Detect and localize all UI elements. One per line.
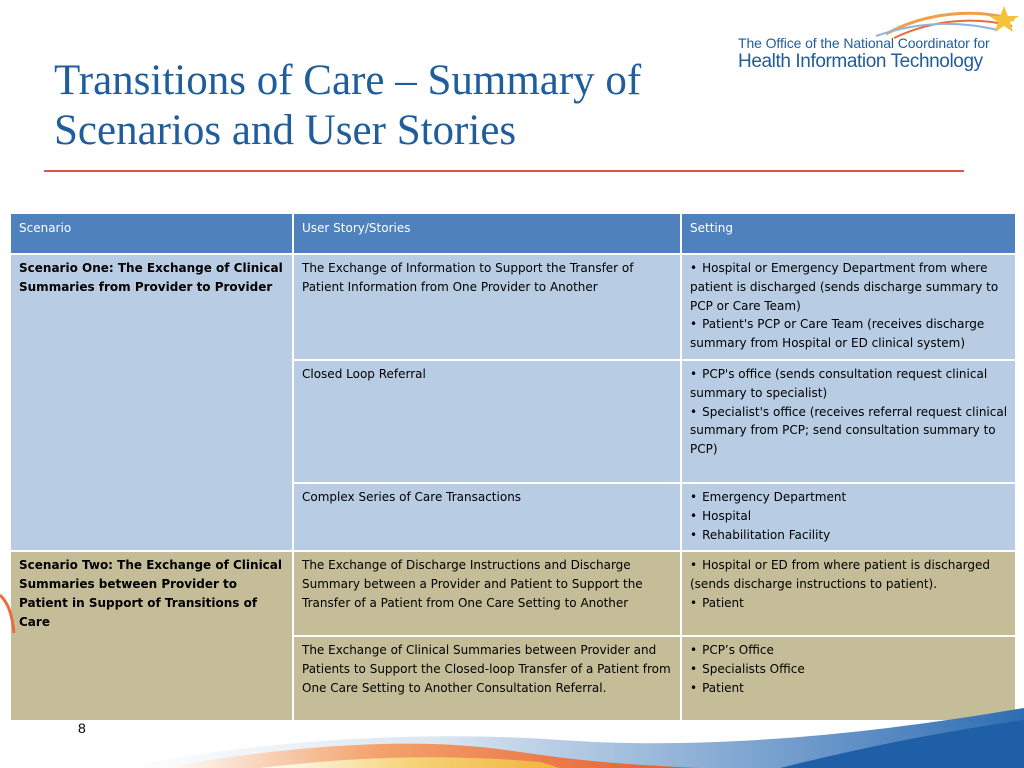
setting-text: Hospital or Emergency Department from where patient is discharged (sends discharge summary to PCP or Care Team) — [690, 261, 999, 313]
setting-item — [690, 660, 1008, 679]
bullet-icon: • — [690, 643, 698, 658]
setting-text: Rehabilitation Facility — [702, 527, 831, 542]
scenario-two-cell: Scenario Two: The Exchange of Clinical Summaries between Provider to Patient in Support of Transitions of Care — [10, 551, 293, 721]
setting-text: Patient — [702, 680, 744, 695]
user-story-cell: The Exchange of Discharge Instructions and Discharge Summary between a Provider and Patient to Support the Transfer of a Patient from One Care Setting to Another — [293, 551, 681, 636]
title-line-2: Scenarios and User Stories — [54, 107, 517, 154]
user-story-cell: The Exchange of Information to Support the Transfer of Patient Information from One Provider to Another — [293, 254, 681, 360]
bullet-icon: • — [690, 680, 698, 695]
setting-text: PCP's office (sends consultation request clinical summary to specialist) — [690, 366, 988, 400]
setting-text: Patient — [702, 595, 744, 610]
setting-cell — [681, 360, 1016, 483]
setting-text: Hospital or ED from where patient is discharged (sends discharge instructions to patient). — [690, 558, 991, 592]
setting-cell — [681, 551, 1016, 636]
bullet-icon: • — [690, 662, 698, 677]
setting-item — [690, 315, 1008, 353]
bullet-icon: • — [690, 508, 698, 523]
scenario-one-cell: Scenario One: The Exchange of Clinical Summaries from Provider to Provider — [10, 254, 293, 551]
setting-text: Specialist's office (receives referral request clinical summary from PCP; send consultation summary to PCP) — [690, 404, 1008, 457]
bullet-icon: • — [690, 527, 698, 542]
setting-cell — [681, 254, 1016, 360]
slide-title — [54, 56, 814, 156]
scenarios-table — [9, 212, 1017, 722]
onc-logo — [736, 4, 1020, 76]
table-row — [10, 551, 1016, 636]
setting-cell — [681, 483, 1016, 551]
setting-item — [690, 556, 1008, 594]
scenarios-table-wrap — [9, 212, 1015, 722]
setting-text: Specialists Office — [702, 662, 805, 677]
setting-item — [690, 594, 1008, 613]
header-user-story: User Story/Stories — [293, 213, 681, 254]
footer-wave-decoration — [0, 700, 1024, 768]
logo-line-2: Health Information Technology — [738, 51, 983, 72]
setting-item — [690, 679, 1008, 698]
table-row — [10, 254, 1016, 360]
bullet-icon: • — [690, 489, 698, 504]
page-number: 8 — [78, 720, 86, 736]
user-story-cell: The Exchange of Clinical Summaries between Provider and Patients to Support the Closed-loop Transfer of a Patient from One Care Setting to Another Consultation Referral. — [293, 636, 681, 721]
user-story-cell: Closed Loop Referral — [293, 360, 681, 483]
setting-item — [690, 365, 1008, 403]
left-accent-decoration — [0, 575, 20, 635]
setting-item — [690, 507, 1008, 526]
bullet-icon: • — [690, 261, 698, 275]
bullet-icon: • — [690, 404, 698, 419]
bullet-icon: • — [690, 317, 698, 332]
bullet-icon: • — [690, 595, 698, 610]
setting-text: PCP’s Office — [702, 643, 774, 658]
setting-item — [690, 259, 1008, 315]
title-divider — [44, 170, 964, 172]
logo-line-1: The Office of the National Coordinator for — [738, 35, 990, 51]
setting-text: Hospital — [702, 508, 752, 523]
setting-item — [690, 488, 1008, 507]
setting-item — [690, 526, 1008, 545]
bullet-icon: • — [690, 366, 698, 381]
bullet-icon: • — [690, 558, 698, 573]
header-setting: Setting — [681, 213, 1016, 254]
setting-item — [690, 403, 1008, 459]
setting-text: Emergency Department — [702, 489, 847, 504]
header-scenario: Scenario — [10, 213, 293, 254]
user-story-cell: Complex Series of Care Transactions — [293, 483, 681, 551]
table-header-row — [10, 213, 1016, 254]
title-line-1: Transitions of Care – Summary of — [54, 57, 642, 104]
setting-text: Patient's PCP or Care Team (receives discharge summary from Hospital or ED clinical system) — [690, 317, 985, 351]
setting-item — [690, 641, 1008, 660]
